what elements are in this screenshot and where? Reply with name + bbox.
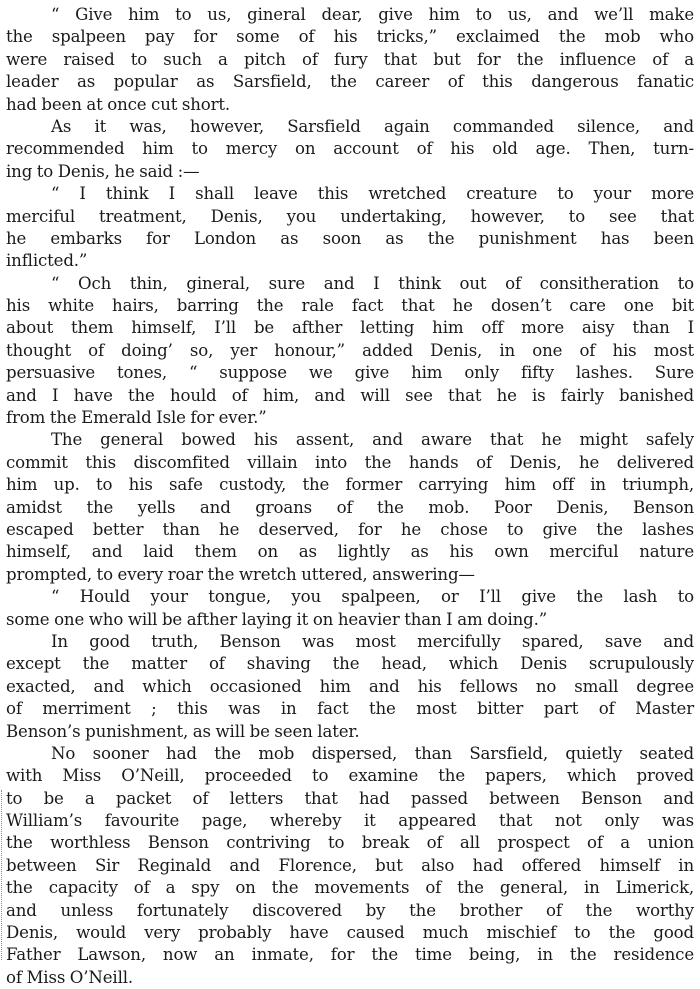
margin-dotted-rule bbox=[1, 790, 2, 960]
text-line: The general bowed his assent, and aware that he might safely bbox=[51, 430, 694, 450]
text-line: merciful treatment, Denis, you undertaking, however, to see that bbox=[6, 206, 694, 226]
text-line: from the Emerald Isle for ever.” bbox=[6, 408, 267, 428]
text-line: and unless fortunately discovered by the brother of the worthy bbox=[6, 900, 694, 920]
text-line: William’s favourite page, whereby it appeared that not only was bbox=[6, 811, 694, 831]
text-line: he embarks for London as soon as the punishment has been bbox=[6, 228, 694, 248]
text-line: thought of doing’ so, yer honour,” added Denis, in one of his most bbox=[6, 340, 694, 360]
text-line: “ Och thin, gineral, sure and I think out of consitheration to bbox=[51, 273, 694, 293]
text-line: some one who will be afther laying it on heavier than I am doing.” bbox=[6, 609, 548, 629]
text-line: prompted, to every roar the wretch uttered, answering— bbox=[6, 564, 475, 584]
text-line: him up. to his safe custody, the former carrying him off in triumph, bbox=[6, 475, 694, 495]
text-line: the capacity of a spy on the movements of the general, in Limerick, bbox=[6, 878, 694, 898]
text-line: of merriment ; this was in fact the most bitter part of Master bbox=[6, 699, 694, 719]
text-line: Father Lawson, now an inmate, for the time being, in the residence bbox=[6, 945, 694, 965]
paragraph bbox=[6, 273, 694, 430]
text-line: As it was, however, Sarsfield again commanded silence, and bbox=[51, 116, 694, 136]
text-line: “ Hould your tongue, you spalpeen, or I’ll give the lash to bbox=[51, 587, 694, 607]
text-line: commit this discomfited villain into the hands of Denis, he delivered bbox=[6, 452, 694, 472]
text-line: “ Give him to us, gineral dear, give him to us, and we’ll make bbox=[51, 5, 694, 24]
text-line: escaped better than he deserved, for he chose to give the lashes bbox=[6, 519, 694, 539]
paragraph bbox=[6, 586, 694, 631]
text-line: “ I think I shall leave this wretched creature to your more bbox=[51, 184, 694, 204]
paragraph bbox=[6, 116, 694, 183]
paragraph bbox=[6, 4, 694, 116]
paragraph bbox=[6, 183, 694, 273]
text-line: except the matter of shaving the head, which Denis scrupulously bbox=[6, 654, 694, 674]
text-line: exacted, and which occasioned him and his fellows no small degree bbox=[6, 676, 694, 696]
document-page bbox=[6, 4, 694, 989]
text-line: the spalpeen pay for some of his tricks,” exclaimed the mob who bbox=[6, 27, 694, 47]
text-line: about them himself, I’ll be afther letting him off more aisy than I bbox=[6, 318, 694, 338]
text-line: Denis, would very probably have caused much mischief to the good bbox=[6, 923, 694, 943]
text-line: recommended him to mercy on account of his old age. Then, turn- bbox=[6, 139, 694, 159]
text-line: In good truth, Benson was most mercifully spared, save and bbox=[51, 631, 694, 651]
text-line: of Miss O’Neill. bbox=[6, 967, 134, 987]
text-line: were raised to such a pitch of fury that but for the influence of a bbox=[6, 49, 694, 69]
text-line: himself, and laid them on as lightly as his own merciful nature bbox=[6, 542, 694, 562]
text-line: the worthless Benson contriving to break of all prospect of a union bbox=[6, 833, 694, 853]
text-line: leader as popular as Sarsfield, the career of this dangerous fanatic bbox=[6, 72, 694, 92]
text-line: to be a packet of letters that had passed between Benson and bbox=[6, 788, 694, 808]
text-line: ing to Denis, he said :— bbox=[6, 161, 200, 181]
text-line: his white hairs, barring the rale fact that he dosen’t care one bit bbox=[6, 296, 694, 316]
text-line: between Sir Reginald and Florence, but also had offered himself in bbox=[6, 855, 694, 875]
text-line: persuasive tones, “ suppose we give him only fifty lashes. Sure bbox=[6, 363, 694, 383]
text-line: inflicted.” bbox=[6, 251, 88, 271]
text-line: with Miss O’Neill, proceeded to examine the papers, which proved bbox=[6, 766, 694, 786]
text-line: had been at once cut short. bbox=[6, 94, 231, 114]
text-line: No sooner had the mob dispersed, than Sarsfield, quietly seated bbox=[51, 743, 694, 763]
paragraph bbox=[6, 429, 694, 586]
paragraph bbox=[6, 631, 694, 743]
text-line: and I have the hould of him, and will see that he is fairly banished bbox=[6, 385, 694, 405]
text-line: Benson’s punishment, as will be seen later. bbox=[6, 721, 360, 741]
paragraph bbox=[6, 743, 694, 989]
text-line: amidst the yells and groans of the mob. Poor Denis, Benson bbox=[6, 497, 694, 517]
